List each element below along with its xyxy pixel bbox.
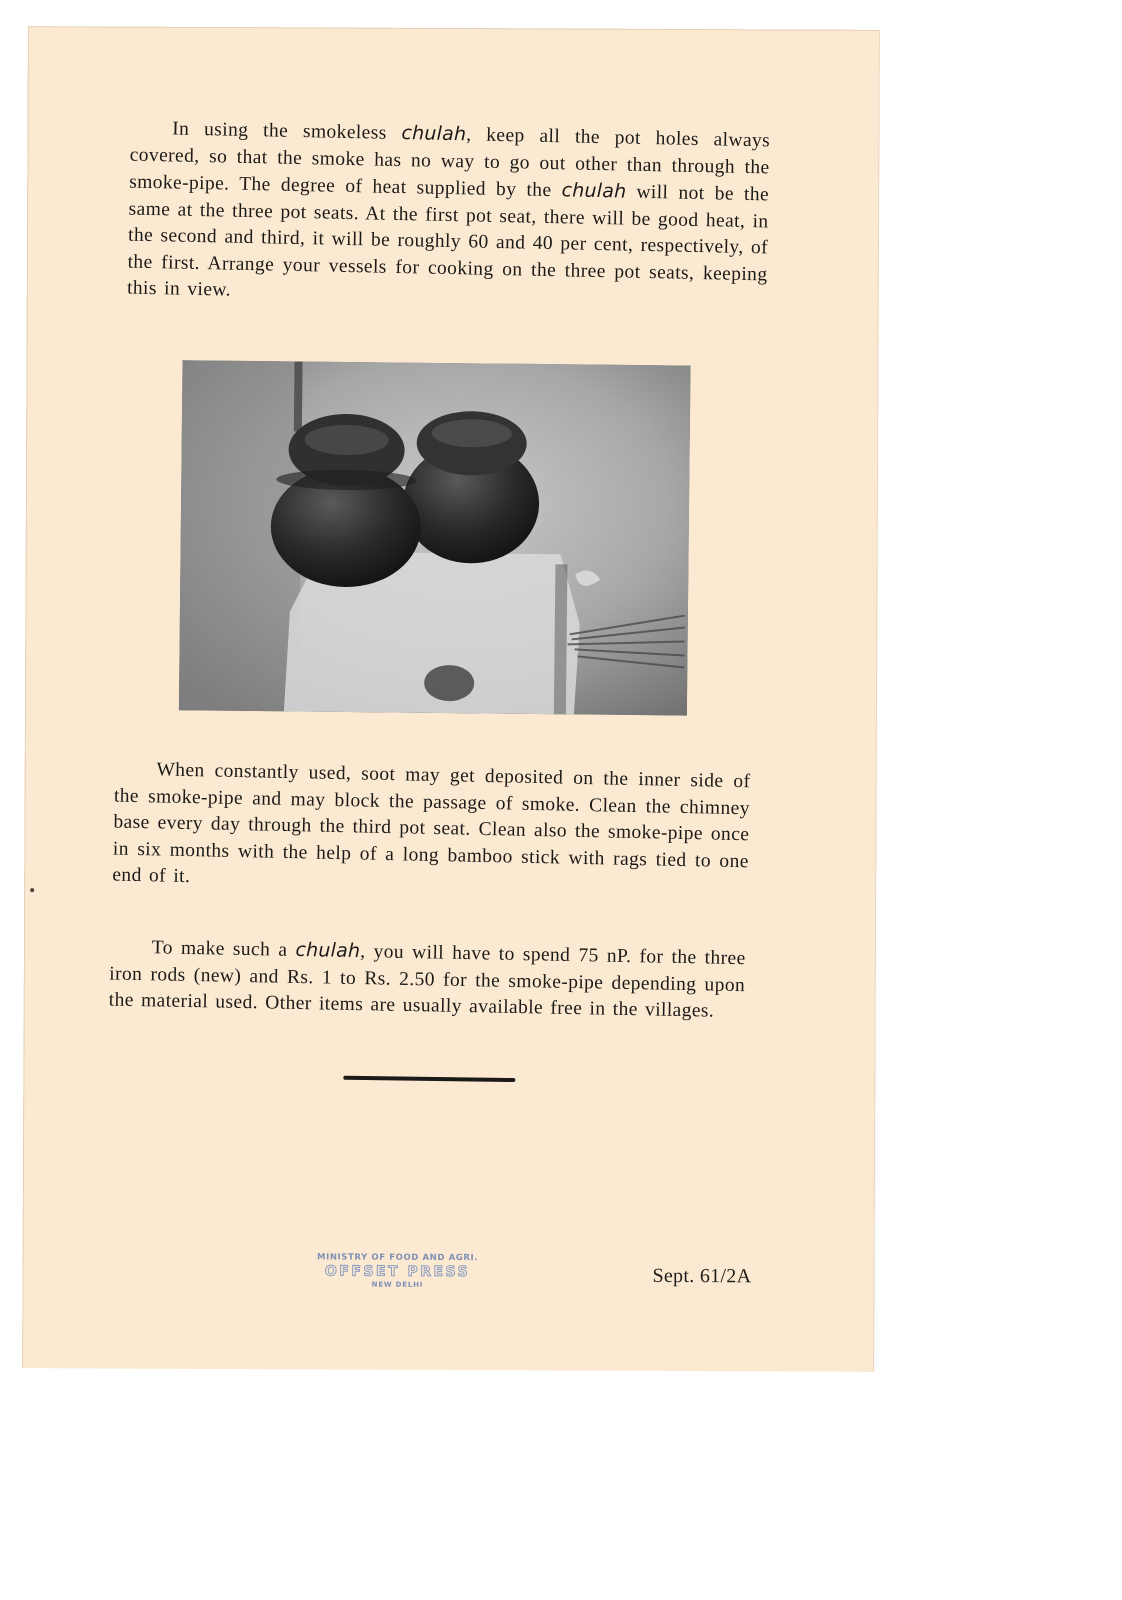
press-ministry-line: MINISTRY OF FOOD AND AGRI. — [316, 1252, 479, 1264]
text-run: In using the smokeless — [172, 118, 402, 145]
term-chulah: chulah — [401, 122, 467, 146]
ink-speck — [30, 888, 34, 892]
paragraph-cost — [108, 934, 745, 1026]
publication-code: Sept. 61/2A — [652, 1264, 752, 1288]
text-run: , keep all the pot holes always covered, so that the smoke has no way to go out other than through the smoke-pipe. The degree of heat supplied by the — [128, 124, 771, 202]
text-run: will not be the same at the three pot seats. At the first pot seat, there will be good heat, in the second and third, it will be roughly 60 and 40 per cent, respectively, of the first. Arrange your vessels for cooking on the three pot seats, keeping this in view. — [126, 181, 770, 301]
term-chulah: chulah — [295, 938, 361, 963]
chulah-photo-illustration — [179, 360, 691, 715]
chulah-photograph — [179, 360, 691, 715]
press-city-line: NEW DELHI — [371, 1280, 424, 1289]
paragraph-cleaning: When constantly used, soot may get deposited on the inner side of the smoke-pipe and may block the passage of smoke. Clean the chimney base every day through the third pot seat. Clean also the smoke-pipe once in six months with the help of a long bamboo stick with rags tied to one end of it. — [112, 759, 751, 888]
press-imprint-stamp — [292, 1253, 502, 1288]
section-divider-rule — [343, 1076, 515, 1082]
document-page — [22, 26, 880, 1372]
paragraph-heat-distribution — [127, 115, 771, 315]
text-run: , you will have to spend 75 nP. for the three iron rods (new) and Rs. 1 to Rs. 2.50 for the smoke-pipe depending upon the material used. Other items are usually available free in the villages. — [108, 941, 746, 1022]
press-name-line: OFFSET PRESS — [324, 1262, 471, 1280]
text-run: To make such a — [151, 937, 296, 961]
term-chulah: chulah — [561, 179, 627, 203]
